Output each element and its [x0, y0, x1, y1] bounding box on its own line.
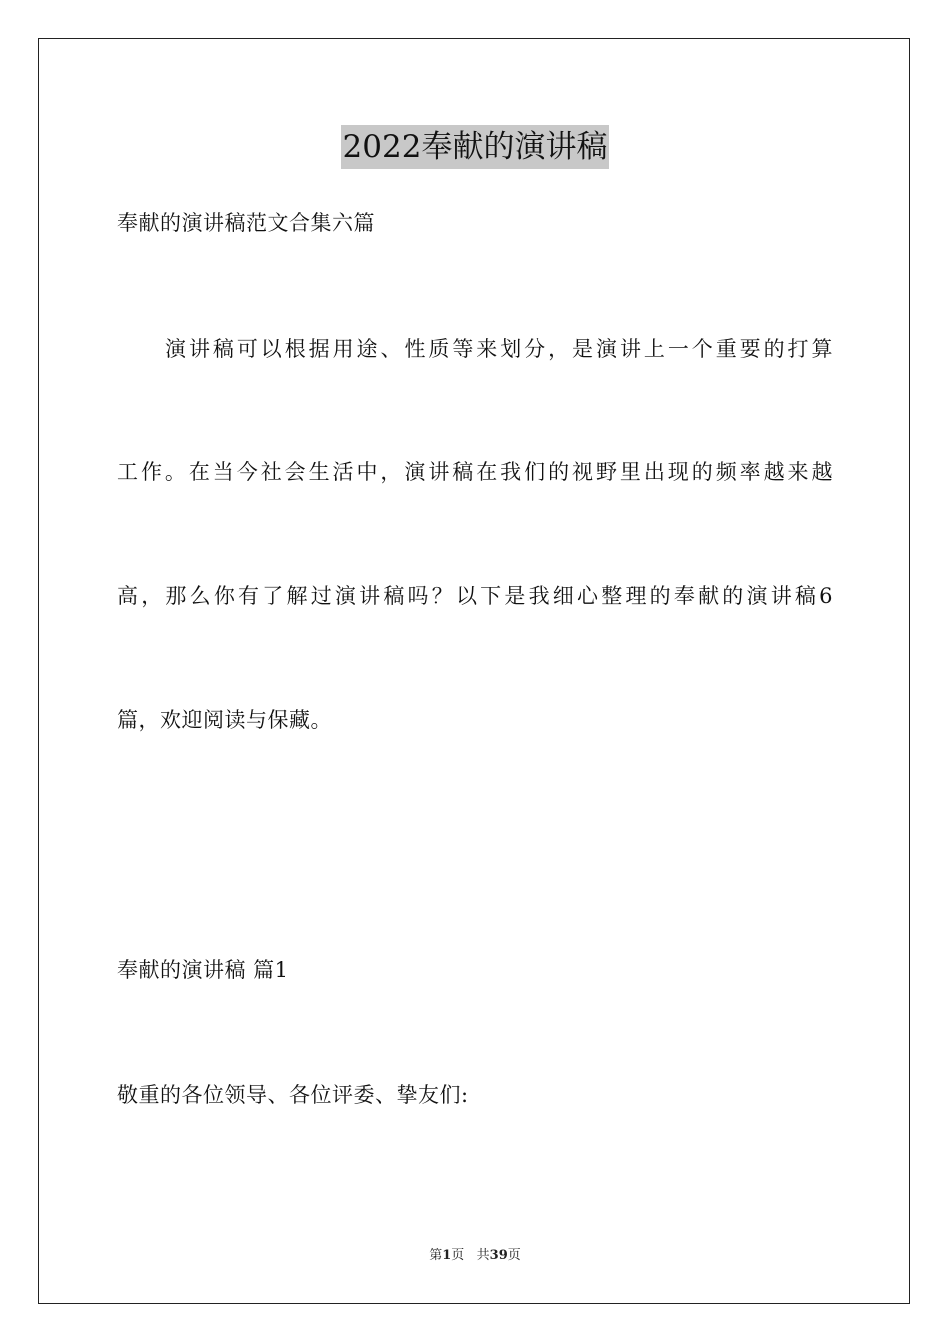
intro-line-3: 高，那么你有了解过演讲稿吗？以下是我细心整理的奉献的演讲稿6: [117, 584, 833, 608]
section-heading: 奉献的演讲稿 篇1: [117, 958, 289, 982]
document-subtitle: 奉献的演讲稿范文合集六篇: [117, 211, 375, 235]
page-footer: [0, 1246, 950, 1266]
footer-suffix: 页: [507, 1248, 521, 1263]
footer-mid: 页 共: [451, 1248, 490, 1263]
document-title: 2022奉献的演讲稿: [341, 125, 610, 169]
footer-page-current: 1: [442, 1248, 452, 1263]
title-container: [0, 125, 950, 169]
intro-line-2: 工作。在当今社会生活中，演讲稿在我们的视野里出现的频率越来越: [117, 460, 833, 484]
intro-line-1: 演讲稿可以根据用途、性质等来划分，是演讲上一个重要的打算: [165, 337, 833, 361]
intro-line-4: 篇，欢迎阅读与保藏。: [117, 708, 332, 732]
footer-prefix: 第: [429, 1248, 443, 1263]
footer-page-total: 39: [489, 1248, 508, 1263]
salutation: 敬重的各位领导、各位评委、挚友们:: [117, 1083, 469, 1107]
